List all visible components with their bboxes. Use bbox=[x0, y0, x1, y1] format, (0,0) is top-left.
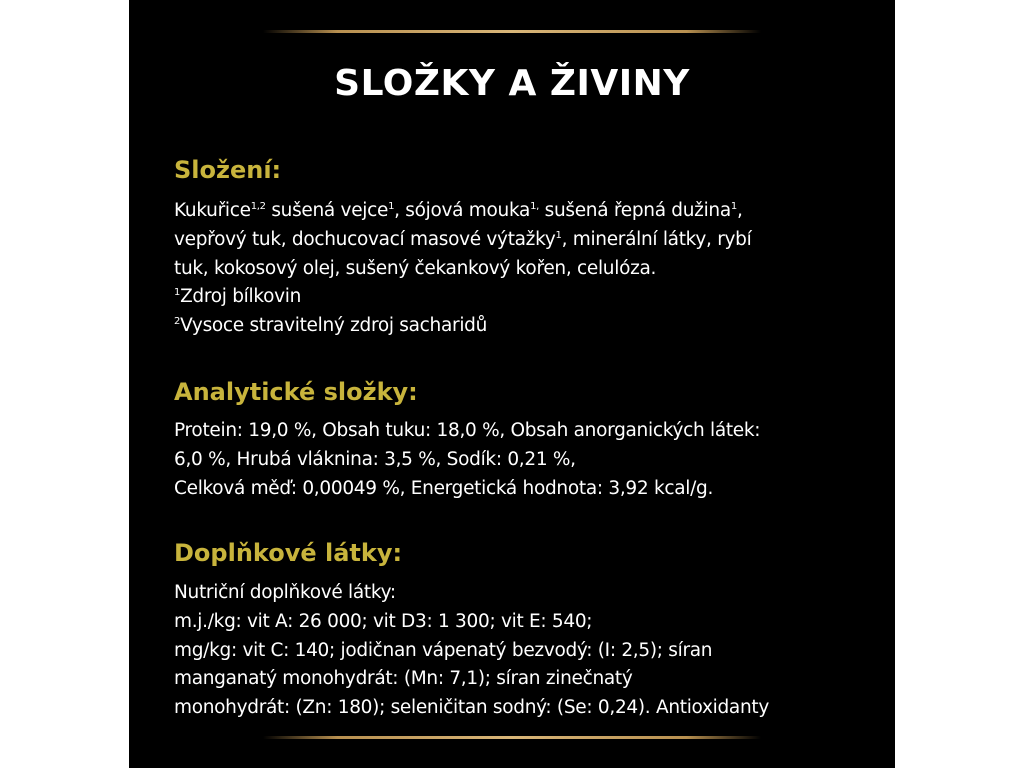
footnote-ref: 1, bbox=[530, 201, 540, 212]
page-title: SLOŽKY A ŽIVINY bbox=[334, 63, 690, 104]
composition-text-part: sušená vejce bbox=[265, 200, 389, 221]
additives-heading: Doplňkové látky: bbox=[174, 539, 403, 567]
footnote-text: Zdroj bílkovin bbox=[180, 286, 302, 308]
additives-text bbox=[174, 579, 884, 723]
footnote-2 bbox=[174, 312, 884, 341]
footnote-ref: 1 bbox=[388, 201, 395, 212]
composition-text-part: , minerální látky, rybí bbox=[561, 228, 752, 250]
footnote-ref: 1 bbox=[730, 201, 737, 212]
footnote-1 bbox=[174, 283, 884, 312]
bottom-gold-divider bbox=[263, 736, 761, 739]
footnote-number: 1 bbox=[174, 287, 181, 299]
composition-text-part: vepřový tuk, dochucovací masové výtažky bbox=[174, 228, 556, 250]
composition-text-part: , bbox=[736, 200, 743, 221]
footnote-text: Vysoce stravitelný zdroj sacharidů bbox=[180, 315, 488, 337]
ingredients-panel bbox=[129, 0, 895, 768]
composition-line-1 bbox=[174, 197, 884, 226]
footnote-ref: 1 bbox=[555, 229, 562, 241]
analytical-text bbox=[174, 417, 884, 503]
analytical-heading: Analytické složky: bbox=[174, 378, 418, 406]
additives-line-1: Nutriční doplňkové látky: bbox=[174, 582, 396, 603]
composition-text bbox=[174, 197, 884, 341]
footnote-number: 2 bbox=[174, 316, 181, 328]
composition-line-3: tuk, kokosový olej, sušený čekankový kořen, celulóza. bbox=[174, 257, 657, 279]
composition-heading: Složení: bbox=[174, 156, 282, 184]
additives-line-3: mg/kg: vit C: 140; jodičnan vápenatý bezvodý: (I: 2,5); síran bbox=[174, 639, 713, 661]
composition-line-2 bbox=[174, 226, 884, 255]
analytical-line-3: Celková měď: 0,00049 %, Energetická hodnota: 3,92 kcal/g. bbox=[174, 477, 714, 499]
analytical-line-1: Protein: 19,0 %, Obsah tuku: 18,0 %, Obsah anorganických látek: bbox=[174, 420, 761, 441]
composition-text-part: Kukuřice bbox=[174, 200, 251, 221]
top-gold-divider bbox=[263, 30, 761, 33]
composition-text-part: , sójová mouka bbox=[394, 200, 531, 221]
footnote-ref: 1,2 bbox=[250, 201, 266, 212]
analytical-line-2: 6,0 %, Hrubá vláknina: 3,5 %, Sodík: 0,21 %, bbox=[174, 448, 576, 470]
additives-line-2: m.j./kg: vit A: 26 000; vit D3: 1 300; vit E: 540; bbox=[174, 610, 593, 632]
composition-text-part: sušená řepná dužina bbox=[539, 200, 731, 221]
additives-line-4: manganatý monohydrát: (Mn: 7,1); síran zinečnatý bbox=[174, 668, 633, 690]
additives-line-5: monohydrát: (Zn: 180); seleničitan sodný: (Se: 0,24). Antioxidanty bbox=[174, 697, 769, 719]
